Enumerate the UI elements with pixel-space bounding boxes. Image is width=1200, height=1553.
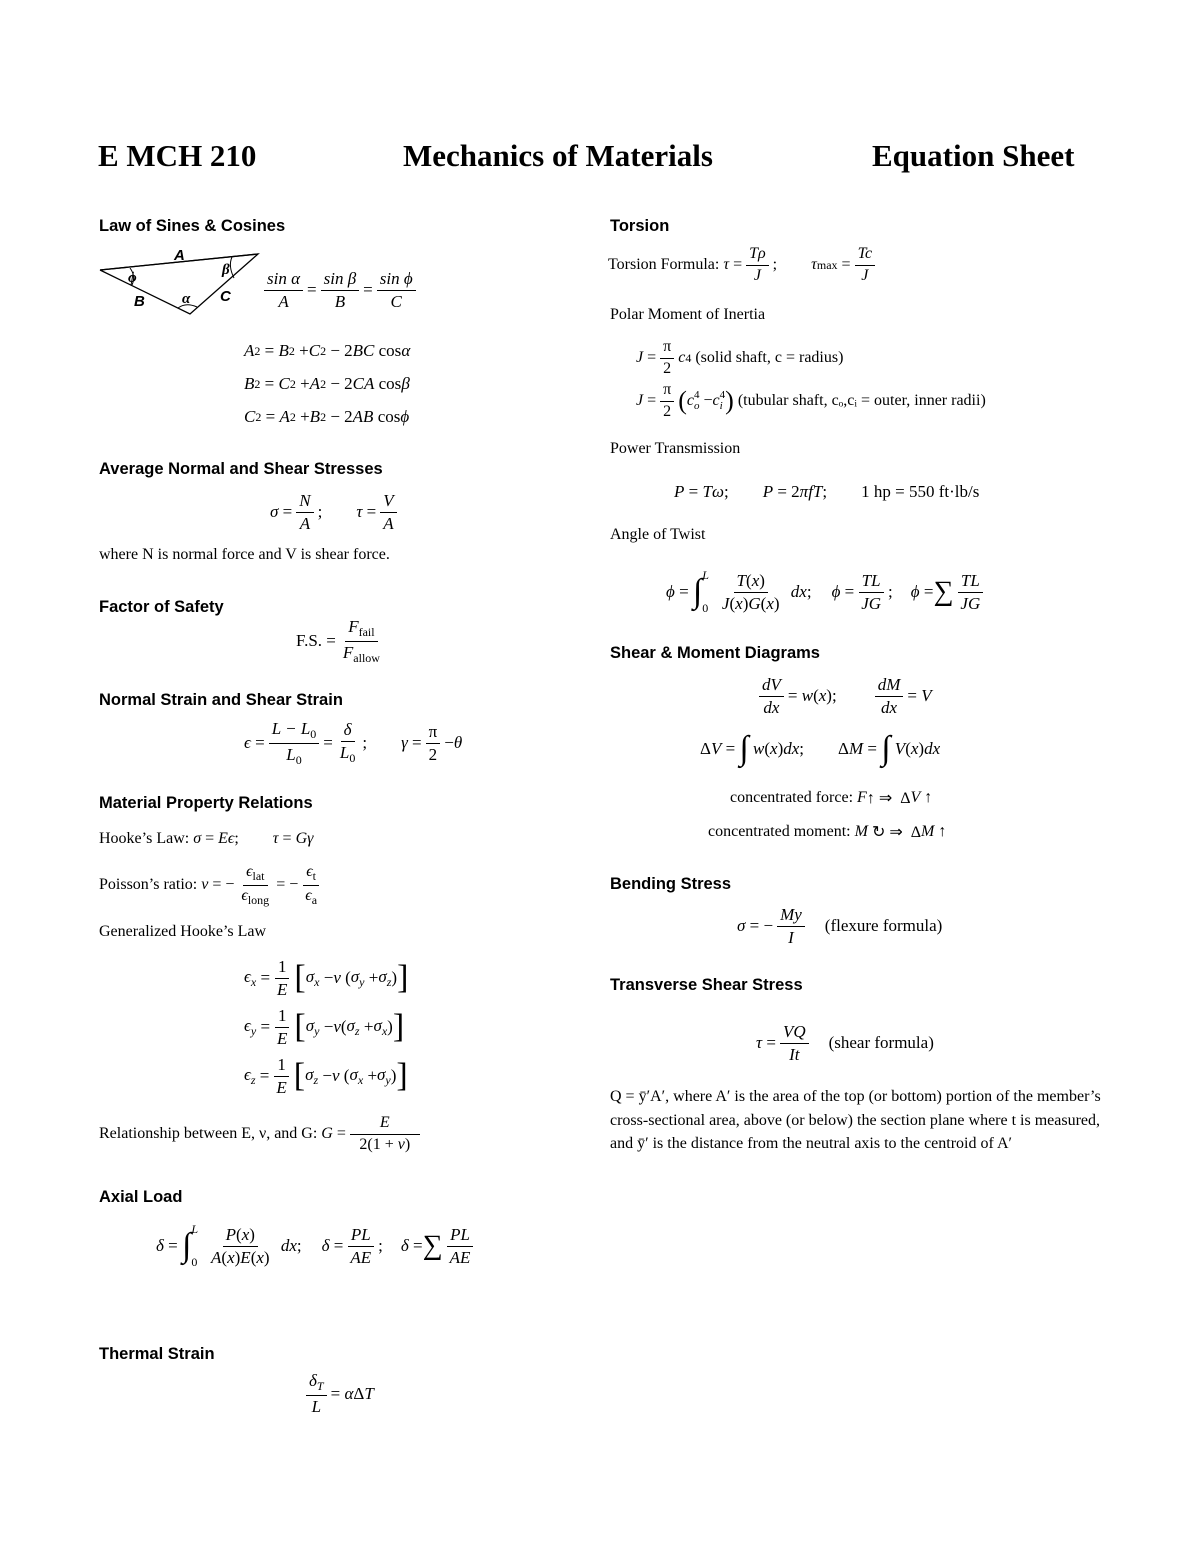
section-material-property: Material Property Relations xyxy=(99,794,313,812)
polar-moment-label: Polar Moment of Inertia xyxy=(610,306,766,323)
section-sines-cosines: Law of Sines & Cosines xyxy=(99,217,286,235)
relationship-label: Relationship between E, ν, and G: xyxy=(99,1125,318,1143)
section-factor-of-safety: Factor of Safety xyxy=(99,598,224,616)
generalized-hookes-y: $\epsilon_y$ = $\frac{1}{E}$ [ $\sigma_y$ − ν ( $\sigma_z$ + $\sigma_x$ ) ] xyxy=(244,1006,405,1048)
triangle-label-b: B xyxy=(134,293,145,310)
torsion-formula-label: Torsion Formula: xyxy=(608,256,720,274)
document-title: Equation Sheet xyxy=(872,138,1075,173)
tubular-shaft-note: (tubular shaft, cₒ,cᵢ = outer, inner radii) xyxy=(737,392,986,410)
section-average-stresses: Average Normal and Shear Stresses xyxy=(99,460,383,478)
section-bending-stress: Bending Stress xyxy=(610,875,732,893)
poissons-ratio: Poisson’s ratio: ν = − $\frac{\epsilon_{lat}}{\epsilon_{long}}$ = − $\frac{\epsilon_t}{\epsilon_a}$ xyxy=(99,863,318,907)
law-of-cosines-c: C 2 = A 2 + B 2 − 2 AB cos ϕ xyxy=(244,407,410,426)
angle-of-twist-equations: ϕ = ∫ L 0 $\frac{T(x)}{J(x)G(x)}$ dx ; ϕ = $\frac{TL}{JG}$ ; ϕ = ∑ $\frac{TL}{JG}$ xyxy=(666,568,987,616)
triangle-label-alpha: α xyxy=(182,291,191,307)
triangle-label-phi: ϕ xyxy=(128,270,137,286)
first-moment-definition: Q = ȳ′A′, where A′ is the area of the top (or bottom) portion of the member’s cross-sectional area, above (or below) the section plane where t is measured, and ȳ′ is the distance from the neutral axis to the centroid of A′ xyxy=(610,1088,1101,1152)
section-shear-moment: Shear & Moment Diagrams xyxy=(610,644,820,662)
shear-moment-integrals: Δ V = ∫ w ( x ) dx ; Δ M = ∫ V ( x ) dx xyxy=(700,730,941,767)
polar-moment-solid: J = $\frac{\pi}{2}$ c 4 (solid shaft, c = radius) xyxy=(636,338,844,377)
shear-formula: τ = $\frac{VQ}{It}$ (shear formula) xyxy=(756,1022,934,1064)
power-equations: P = Tω ; P = 2 πfT ; 1 hp = 550 ft·lb/s xyxy=(674,482,980,501)
section-axial-load: Axial Load xyxy=(99,1188,183,1206)
torsion-formula: Torsion Formula: τ = $\frac{T\rho}{J}$ ; τ max = $\frac{Tc}{J}$ xyxy=(608,246,879,285)
strain-equations: ϵ = $\frac{L - L_0}{L_0}$ = $\frac{\delta}{L_0}$ ; γ = $\frac{\pi}{2}$ − θ xyxy=(244,719,463,767)
section-thermal-strain: Thermal Strain xyxy=(99,1345,215,1363)
triangle-label-beta: β xyxy=(222,262,230,278)
generalized-hookes-label: Generalized Hooke’s Law xyxy=(99,923,267,940)
law-of-cosines-a: A 2 = B 2 + C 2 − 2 BC cos α xyxy=(244,341,411,360)
concentrated-force-label: concentrated force: xyxy=(730,789,854,806)
triangle-label-c: C xyxy=(220,288,231,305)
triangle-label-a: A xyxy=(174,247,185,264)
course-code: E MCH 210 xyxy=(98,138,257,173)
course-title: Mechanics of Materials xyxy=(403,138,713,173)
average-stress-equations: σ = $\frac{N}{A}$ ; τ = $\frac{V}{A}$ xyxy=(270,492,401,533)
generalized-hookes-z: $\epsilon_z$ = $\frac{1}{E}$ [ $\sigma_z$ − ν ( $\sigma_x$ + $\sigma_y$ ) ] xyxy=(244,1055,408,1097)
thermal-strain-equation: $\frac{\delta_T}{L}$ = α Δ T xyxy=(302,1372,374,1415)
normal-shear-force-note: where N is normal force and V is shear force. xyxy=(99,546,390,563)
elastic-constants-relationship: Relationship between E, ν, and G: G = $\frac{E}{2(1 + \nu)}$ xyxy=(99,1115,424,1154)
concentrated-force-rule: concentrated force: F ↑ ⇒ Δ V ↑ xyxy=(730,789,933,807)
polar-moment-tubular: J = $\frac{\pi}{2}$ ( c 4 o − c 4 i ) (tubular shaft, cₒ,cᵢ = outer, inner radii) xyxy=(636,381,986,420)
axial-deformation-equations: δ = ∫ L 0 $\frac{P(x)}{A(x)E(x)}$ dx ; δ = $\frac{PL}{AE}$ ; δ = ∑ $\frac{PL}{AE}$ xyxy=(156,1222,477,1270)
section-strain: Normal Strain and Shear Strain xyxy=(99,691,343,709)
section-transverse-shear: Transverse Shear Stress xyxy=(610,976,803,994)
solid-shaft-note: (solid shaft, c = radius) xyxy=(695,349,844,367)
generalized-hookes-x: $\epsilon_x$ = $\frac{1}{E}$ [ $\sigma_x$ − ν ( $\sigma_y$ + $\sigma_z$ ) ] xyxy=(244,957,409,999)
angle-of-twist-label: Angle of Twist xyxy=(610,526,706,543)
horsepower-conversion: 1 hp = 550 ft·lb/s xyxy=(861,482,980,501)
poissons-ratio-label: Poisson’s ratio: xyxy=(99,876,198,894)
concentrated-moment-label: concentrated moment: xyxy=(708,823,851,840)
flexure-formula: σ = − $\frac{My}{I}$ (flexure formula) xyxy=(737,905,943,947)
flexure-formula-label: (flexure formula) xyxy=(824,916,943,936)
triangle-diagram xyxy=(96,244,262,318)
hookes-law: Hooke’s Law: σ = Eϵ ; τ = Gγ xyxy=(99,830,314,847)
concentrated-moment-rule: concentrated moment: M ↻ ⇒ Δ M ↑ xyxy=(708,823,947,841)
power-transmission-label: Power Transmission xyxy=(610,440,741,457)
law-of-cosines-b: B 2 = C 2 + A 2 − 2 CA cos β xyxy=(244,374,410,393)
shear-moment-derivatives: $\frac{dV}{dx}$ = w ( x ); $\frac{dM}{dx}$ = V xyxy=(755,676,932,717)
shear-formula-label: (shear formula) xyxy=(828,1033,934,1053)
hookes-law-label: Hooke’s Law: xyxy=(99,830,190,847)
law-of-sines: $\frac{\text{sin α}}{A}$ = $\frac{\text{sin β}}{B}$ = $\frac{\text{sin ϕ}}{C}$ xyxy=(260,270,420,311)
section-torsion: Torsion xyxy=(610,217,670,235)
factor-of-safety-equation: F.S. = $\frac{F_{fail}}{F_{allow}}$ xyxy=(296,617,380,665)
